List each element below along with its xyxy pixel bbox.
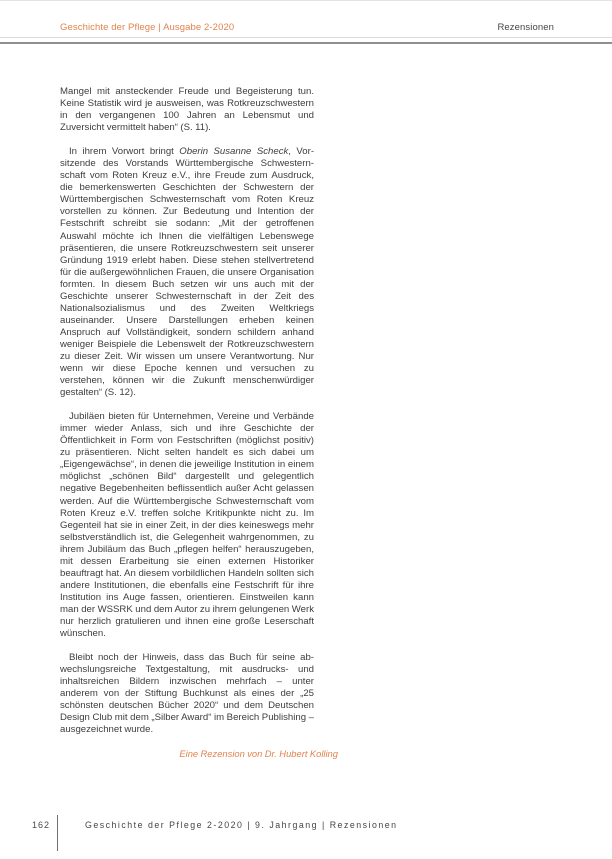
paragraph-foreword [60,146,314,399]
paragraph-quote-continuation: Mangel mit ansteckender Freude und Begeisterung tun. Keine Statistik wird je ausweisen, was Rotkreuzschwestern in den vergangenen 100 Jahren an Lebensmut und Zuversicht vermittelt haben“ (S. 11). [60,86,314,134]
author-name-emphasis: Oberin Susanne Scheck [179,146,289,158]
review-signature: Eine Rezension von Dr. Hubert Kolling [179,748,338,760]
paragraph-awards-note: Bleibt noch der Hinweis, dass das Buch für seine abwechslungsreiche Textgestaltung, mit ausdrucks- und inhaltsreichen Bildern inzwischen mehrfach – unter anderem von der Stiftung Buchkunst als eines der „25 schönsten deutschen Bücher 2020“ und dem Deutschen Design Club mit dem „Silber Award“ im Bereich Publishing – ausgezeichnet wurde. [60,652,314,736]
page-top-edge [0,0,612,1]
paragraph-foreword-rest: , Vorsitzende des Vorstands Württembergische Schwesternschaft vom Roten Kreuz e.V., ihre Freude zum Ausdruck, die bemerkenswerten Geschichten der Schwestern der Württembergischen Schwesternschaft vom Roten Kreuz vorstellen zu können. Zur Bedeutung und Intention der Festschrift schreibt sie sodann: „Mit der getroffenen Auswahl möchte ich Ihnen die vielfältigen Lebenswege präsentieren, die unsere Rotkreuzschwestern seit unserer Gründung 1919 erlebt haben. Diese stehen stellvertretend für die außergewöhnlichen Frauen, die unsere Organisation formten. In diesem Buch setzen wir uns auch mit der Geschichte unserer Schwesternschaft in der Zeit des Nationalsozialismus und des Zweiten Weltkriegs auseinander. Unsere Darstellungen erheben keinen Anspruch auf Vollständigkeit, sondern schildern anhand weniger Beispiele die Lebenswelt der Rotkreuzschwestern zu dieser Zeit. Wir wissen um unsere Verantwortung. Nur wenn wir diese Epoche kennen und versuchen zu verstehen, können wir die Zukunft menschenwürdiger gestalten“ (S. 12). [60,146,315,399]
paragraph-jubilee-assessment: Jubiläen bieten für Unternehmen, Vereine und Verbände immer wieder Anlass, sich und ihre Geschichte der Öffentlichkeit in Form von Festschriften (möglichst positiv) zu präsentieren. Nicht selten handelt es sich dabei um „Eigengewächse“, in denen die jeweilige Institution in einem möglichst „schönen Bild“ dargestellt und gelegentlich negative Begebenheiten beflissentlich außer Acht gelassen werden. Auf die Württembergische Schwesternschaft vom Roten Kreuz e.V. treffen solche Kritikpunkte nicht zu. Im Gegenteil hat sie in einer Zeit, in der dies keineswegs mehr selbstverständlich ist, die Gelegenheit wahrgenommen, zu ihrem Jubiläum das Buch „pflegen helfen“ herauszugeben, mit dessen Erarbeitung sie einen externen Historiker beauftragt hat. An diesem vorbildlichen Handeln sollten sich andere Institutionen, die ebenfalls eine Festschrift für ihre Institution ins Auge fassen, orientieren. Einstweilen kann man der WSSRK und dem Autor zu ihrem gelungenen Werk nur herzlich gratulieren und ihnen eine große Leserschaft wünschen. [60,411,314,640]
header-rule-light [0,37,612,38]
page-number: 162 [31,820,50,830]
paragraph-foreword-lead: In ihrem Vorwort bringt [69,146,180,158]
journal-title: Geschichte der Pflege | Ausgabe 2-2020 [60,22,235,33]
review-article-column [60,86,338,772]
footer-text: Geschichte der Pflege 2-2020 | 9. Jahrgang | Rezensionen [85,820,398,830]
page-header [60,22,554,33]
footer-divider [57,815,58,851]
header-rule-dark [0,42,612,44]
page-footer [0,815,612,859]
section-label: Rezensionen [497,22,554,33]
